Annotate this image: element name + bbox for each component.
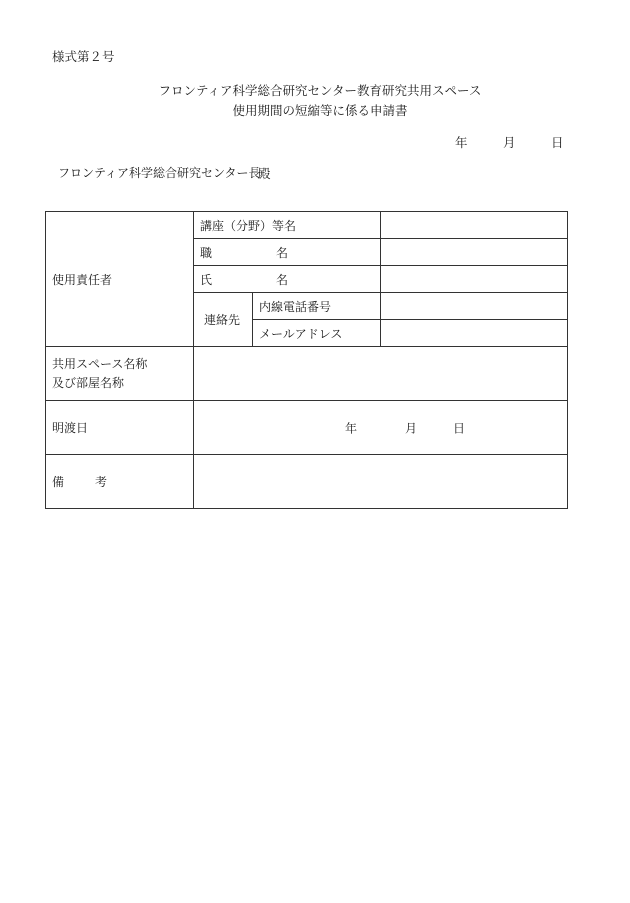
email-input[interactable] — [381, 320, 568, 347]
dept-input[interactable] — [381, 212, 568, 239]
space-name-label-line1: 共用スペース名称 — [52, 356, 148, 371]
dept-label: 講座（分野）等名 — [194, 212, 381, 239]
honorific: 殿 — [258, 166, 271, 181]
name-input[interactable] — [381, 266, 568, 293]
user-label: 使用責任者 — [46, 212, 194, 347]
position-label — [194, 239, 381, 266]
contact-label: 連絡先 — [194, 293, 253, 347]
remarks-input[interactable] — [194, 455, 568, 509]
table-row — [46, 212, 568, 239]
table-row — [46, 455, 568, 509]
name-label-left: 氏 — [200, 272, 213, 287]
header-month-label: 月 — [503, 135, 516, 150]
form-number: 様式第２号 — [52, 49, 115, 64]
name-label — [194, 266, 381, 293]
table-row — [46, 347, 568, 401]
form-title-line1: フロンティア科学総合研究センター教育研究共用スペース — [158, 83, 482, 98]
position-input[interactable] — [381, 239, 568, 266]
remarks-label-right: 考 — [94, 475, 107, 489]
addressee: フロンティア科学総合研究センター長 — [58, 166, 261, 180]
handover-date-input[interactable] — [194, 401, 568, 455]
handover-year-label: 年 — [345, 421, 358, 435]
handover-month-label: 月 — [405, 421, 418, 435]
email-label: メールアドレス — [253, 320, 381, 347]
remarks-label — [46, 455, 194, 509]
table-row — [46, 401, 568, 455]
handover-day-label: 日 — [453, 421, 466, 435]
space-name-label-line2: 及び部屋名称 — [52, 375, 125, 390]
header-year-label: 年 — [455, 135, 468, 150]
handover-label: 明渡日 — [46, 401, 194, 455]
position-label-right: 名 — [275, 245, 288, 260]
space-name-input[interactable] — [194, 347, 568, 401]
remarks-label-left: 備 — [52, 475, 65, 489]
form-title-line2: 使用期間の短縮等に係る申請書 — [232, 103, 408, 118]
extension-label: 内線電話番号 — [253, 293, 381, 320]
position-label-left: 職 — [200, 245, 213, 260]
space-name-label — [46, 347, 194, 401]
application-form-table — [45, 211, 568, 509]
header-day-label: 日 — [551, 135, 564, 150]
extension-input[interactable] — [381, 293, 568, 320]
name-label-right: 名 — [275, 272, 288, 287]
